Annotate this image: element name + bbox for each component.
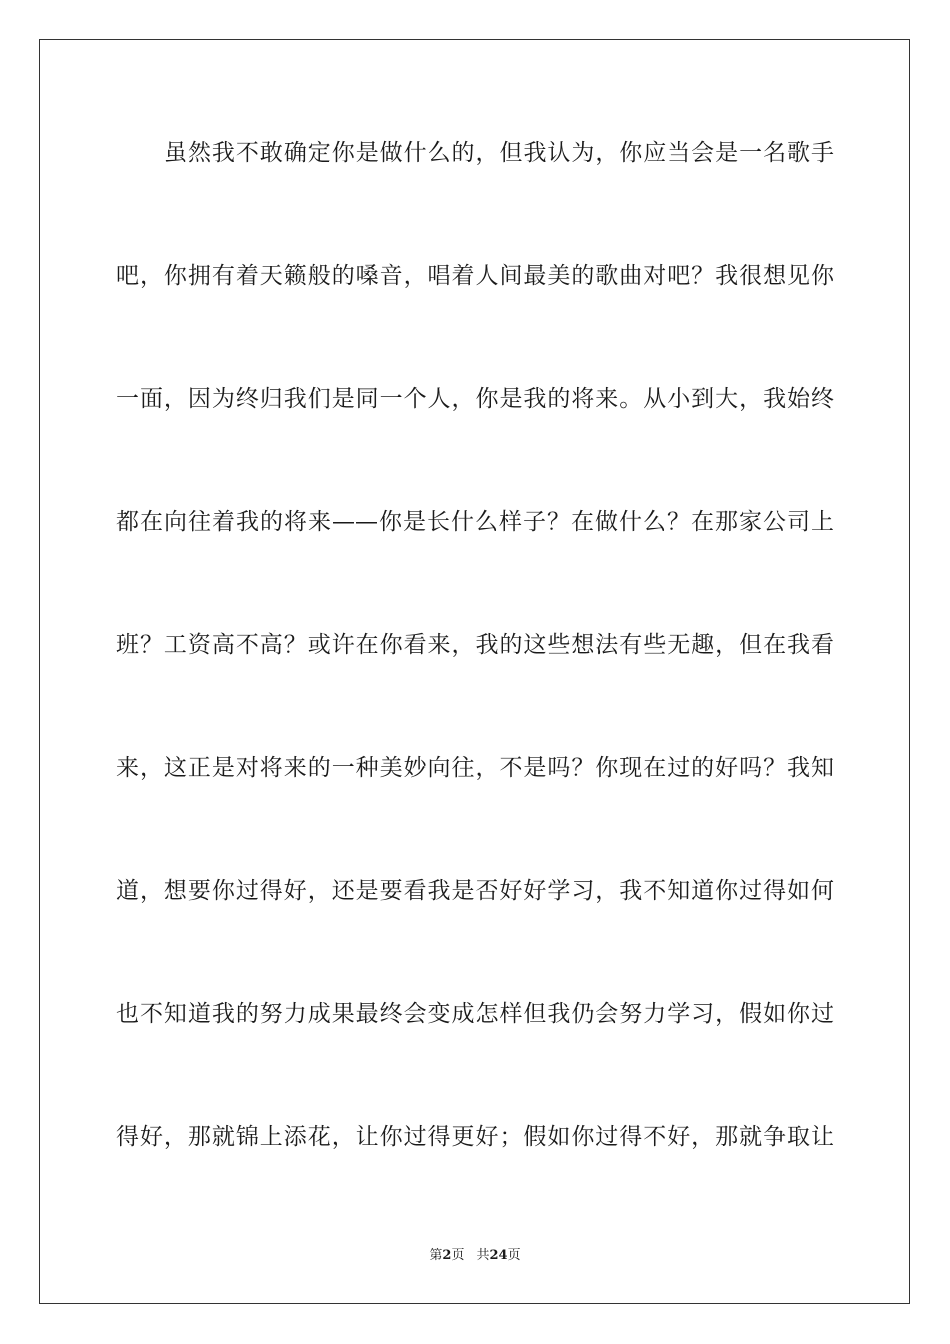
total-prefix: 共 <box>476 1248 490 1263</box>
page-border <box>39 39 910 1304</box>
paragraph-line: 虽然我不敢确定你是做什么的，但我认为，你应当会是一名歌手 <box>164 140 834 166</box>
paragraph-line: 都在向往着我的将来——你是长什么样子？在做什么？在那家公司上 <box>116 509 834 535</box>
paragraph-line: 一面，因为终归我们是同一个人，你是我的将来。从小到大，我始终 <box>116 386 834 412</box>
page-number: 2 <box>442 1248 452 1263</box>
total-suffix: 页 <box>507 1248 521 1263</box>
paragraph-line: 得好，那就锦上添花，让你过得更好；假如你过得不好，那就争取让 <box>116 1124 834 1150</box>
paragraph-line: 也不知道我的努力成果最终会变成怎样但我仍会努力学习，假如你过 <box>116 1001 834 1027</box>
page-suffix: 页 <box>451 1248 465 1263</box>
paragraph-line: 道，想要你过得好，还是要看我是否好好学习，我不知道你过得如何 <box>116 878 834 904</box>
paragraph-line: 来，这正是对将来的一种美妙向往，不是吗？你现在过的好吗？我知 <box>116 755 834 781</box>
page-prefix: 第 <box>429 1248 443 1263</box>
page-footer <box>0 1247 950 1265</box>
paragraph-line: 吧，你拥有着天籁般的嗓音，唱着人间最美的歌曲对吧？我很想见你 <box>116 263 834 289</box>
paragraph-line: 班？工资高不高？或许在你看来，我的这些想法有些无趣，但在我看 <box>116 632 834 658</box>
total-pages: 24 <box>489 1248 508 1263</box>
